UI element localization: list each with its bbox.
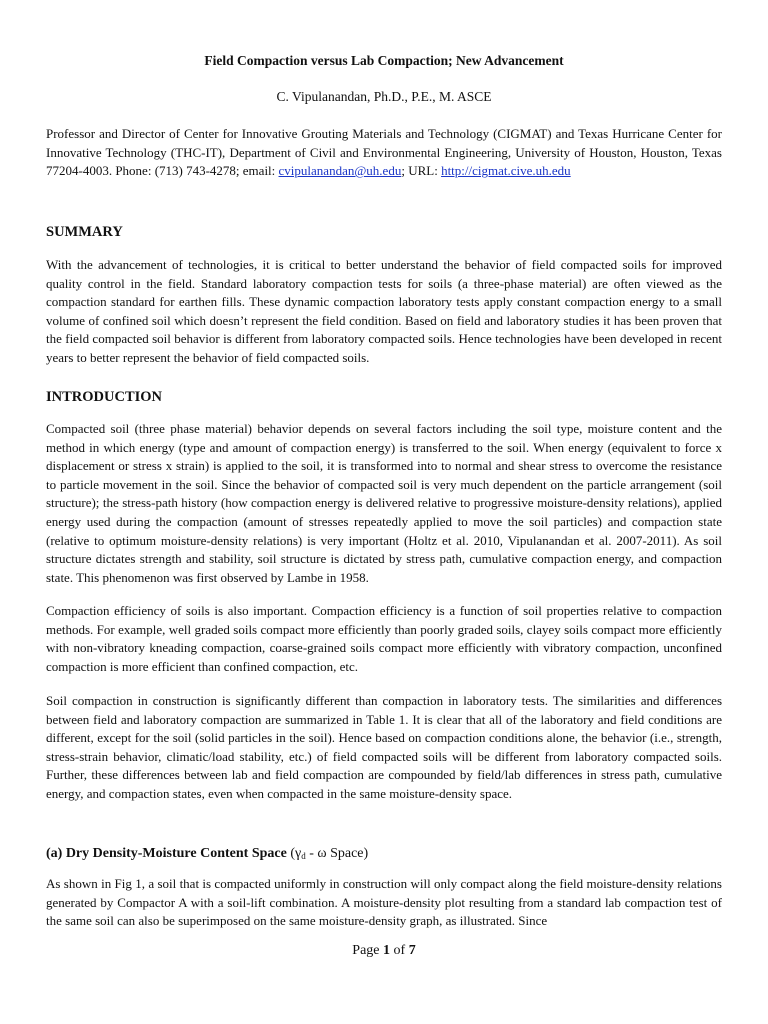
intro-paragraph-1: Compacted soil (three phase material) behavior depends on several factors including the soil type, moisture content and the method in which energy (type and amount of compaction energy) is transferred to the soil. When energy (equivalent to force x displacement or stress x strain) is applied to the soil, it is transformed into to normal and shear stress to overcome the resistance to particle movement in the soil. Since the behavior of compacted soil is very much dependent on the particle arrangement (soil structure); the stress-path history (how compaction energy is delivered relative to progressive moisture-density relations), applied energy used during the compaction (amount of stresses repeatedly applied to move the soil particles) and compaction state (relative to optimum moisture-density relations) is very important (Holtz et al. 2010, Vipulanandan et al. 2007-2011). As soil structure dictates strength and stability, soil structure is dictated by stress path, cumulative compaction energy, and compaction state. This phenomenon was first observed by Lambe in 1958. [46, 421, 722, 585]
page-prefix: Page [352, 943, 384, 958]
section-a-symbol-close: - ω Space) [305, 846, 369, 861]
summary-paragraph: With the advancement of technologies, it is critical to better understand the behavior of field compacted soils for improved quality control in the field. Standard laboratory compaction tests for soils (a three-phase material) are often viewed as the compaction standard for earthen fills. These dynamic compaction laboratory tests apply constant compaction energy to a small volume of confined soil which doesn’t represent the field condition. Based on field and laboratory studies it has been proven that the field compacted soil behavior is different from laboratory compacted soils. Hence technologies have been developed in recent years to better represent the behavior of field compacted soils. [46, 257, 722, 365]
affiliation-paragraph [46, 125, 722, 181]
intro-paragraph-3: Soil compaction in construction is significantly different than compaction in laboratory tests. The similarities and differences between field and laboratory compaction are summarized in Table 1. It is clear that all of the laboratory and field conditions are different, except for the soil (solid particles in the soil). Hence based on compaction conditions alone, the behavior (i.e., strength, stress-strain behavior, climatic/load stability, etc.) of field compacted soils will be different from laboratory compacted soils. Further, these differences between lab and field compaction are compounded by field/lab differences in stress path, cumulative energy, and compaction states, even when compacted in the same moisture-density space. [46, 693, 722, 801]
author-line: C. Vipulanandan, Ph.D., P.E., M. ASCE [276, 89, 492, 104]
section-a-heading [46, 845, 368, 862]
url-label: ; URL: [401, 163, 442, 179]
page-of: of [390, 943, 409, 958]
section-a-subscript: d [301, 851, 306, 861]
section-a-symbol-open: (γ [286, 846, 302, 861]
page-number [0, 942, 768, 959]
page-total: 7 [408, 943, 416, 958]
email-link[interactable]: cvipulanandan@uh.edu [278, 163, 402, 179]
section-a-paragraph: As shown in Fig 1, a soil that is compacted uniformly in construction will only compact along the field moisture-density relations generated by Compactor A with a soil-lift combination. A moisture-density plot resulting from a standard lab compaction test of the same soil can also be superimposed on the same moisture-density graph, as illustrated. Since [46, 876, 722, 929]
website-link[interactable]: http://cigmat.cive.uh.edu [441, 163, 571, 179]
intro-paragraph-2: Compaction efficiency of soils is also important. Compaction efficiency is a function of soil properties relative to compaction methods. For example, well graded soils compact more efficiently than poorly graded soils, clayey soils compact more efficiently with non-vibratory kneading compaction, coarse-grained soils compact more efficiently with vibratory compaction, unconfined compaction is more efficient than confined compaction, etc. [46, 603, 722, 674]
affiliation-text: Professor and Director of Center for Innovative Grouting Materials and Technology (CIGMAT) and Texas Hurricane Center for Innovative Technology (THC-IT), Department of Civil and Environmental Engineering, University of Houston, Houston, Texas 77204-4003. Phone: (713) 743-4278; email: [46, 126, 722, 179]
summary-heading: SUMMARY [46, 224, 123, 240]
paper-title: Field Compaction versus Lab Compaction; New Advancement [204, 53, 564, 68]
section-a-heading-bold: (a) Dry Density-Moisture Content Space [46, 846, 287, 861]
introduction-heading: INTRODUCTION [46, 389, 163, 405]
page-current: 1 [383, 943, 391, 958]
